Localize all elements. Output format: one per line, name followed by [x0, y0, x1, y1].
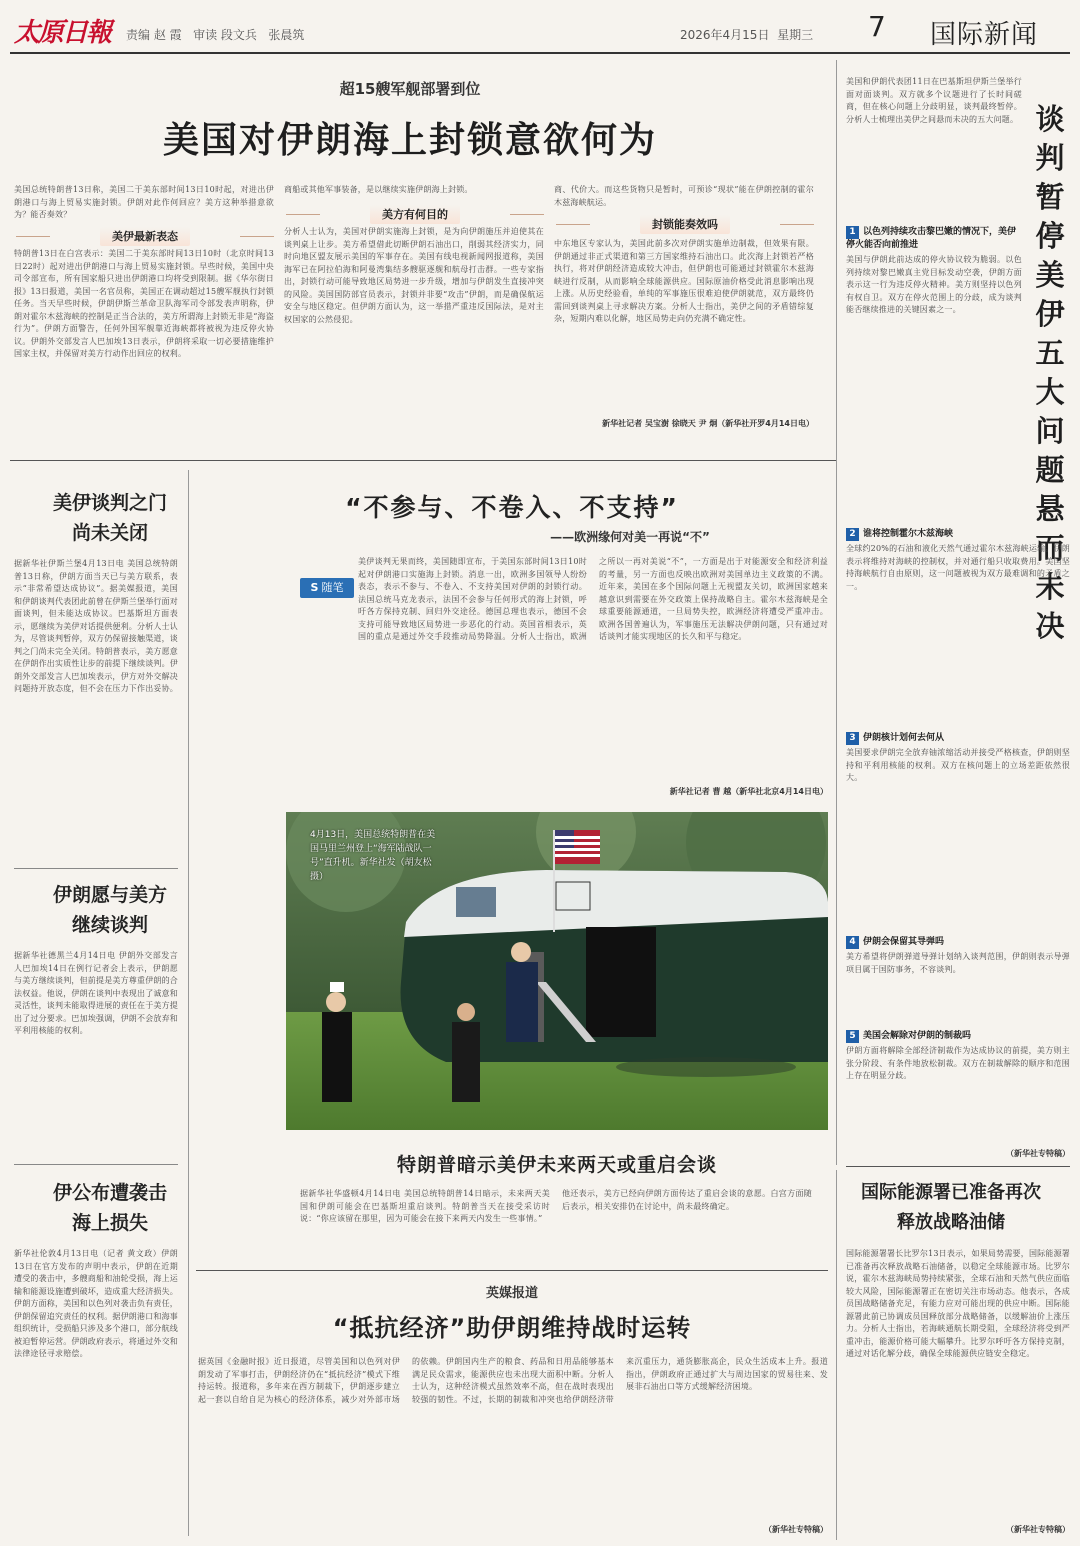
newspaper-logo: 太原日報	[14, 18, 111, 48]
commentary-body: 美伊谈判无果而终，美国随即宣布，于美国东部时间13日10时起对伊朗港口实施海上封锁。消息一出，欧洲多国领导人纷纷表态，表示不参与、不卷入、不支持美国对伊朗的封锁行动。法国总统马克龙表示，法国不会参与任何形式的海上封锁，呼吁各方保持克制、回归外交途径。德国总理也表示，德国不会支持可能导致地区局势进一步恶化的行动。英国首相表示，英国的重点是通过外交手段推动局势降温。分析人士指出，欧洲之所以一再对美说“不”，一方面是出于对能源安全和经济利益的考量，另一方面也反映出欧洲对美国单边主义政策的不满。近年来，美国在多个国际问题上无视盟友关切，欧洲国家越来越意识到需要在外交政策上保持战略自主。霍尔木兹海峡是全球重要能源通道，一旦局势失控，欧洲经济将遭受严重冲击。欧洲各国普遍认为，军事施压无法解决伊朗问题，只有通过对话谈判才能实现地区的长久和平与稳定。	[358, 557, 828, 641]
photo-story-headline: 特朗普暗示美伊未来两天或重启会谈	[396, 1154, 717, 1176]
issue-3	[846, 728, 1070, 941]
issue-3-body: 美国要求伊朗完全放弃铀浓缩活动并接受严格核查，伊朗则坚持和平利用核能的权利。双方在核问题上的立场差距依然很大。	[846, 748, 1070, 782]
page-number: 7	[868, 10, 886, 43]
issue-4-body: 美方希望将伊朗弹道导弹计划纳入谈判范围，伊朗则表示导弹项目属于国防事务，不容谈判。	[846, 952, 1070, 974]
editor-line: 责编 赵 霞 审读 段文兵 张晨筑	[126, 28, 305, 42]
subhead-2-text: 美方有何目的	[370, 205, 460, 224]
lead-subhead-1	[60, 228, 230, 244]
left-story-1-headline: 美伊谈判之门尚未关闭	[52, 492, 167, 544]
lead-col3-top: 商、代价大。而这些货物只是暂时，可预诊“现状”能在伊朗控制的霍尔木兹海峡航运。	[554, 185, 814, 207]
bottom-kicker: 英媒报道	[485, 1286, 538, 1301]
issue-4	[846, 932, 1070, 1029]
lead-bottom-rule	[10, 460, 836, 461]
lead-signature: 新华社记者 吴宝澍 徐晓天 尹 炯（新华社开罗4月14日电）	[602, 419, 814, 428]
commentary-badge-icon: S	[310, 581, 319, 594]
lead-kicker: 超15艘军舰部署到位	[339, 80, 481, 98]
news-photo	[286, 812, 828, 1130]
issue-2	[846, 524, 1070, 731]
sidebar-divider	[836, 60, 837, 1165]
left-rule-2	[14, 1164, 178, 1165]
lead-subhead-2	[330, 206, 500, 222]
issue-4-number: 4	[846, 936, 859, 949]
commentary-signature: 新华社记者 曹 越（新华社北京4月14日电）	[669, 787, 828, 796]
lead-col2-body: 分析人士认为，美国对伊朗实施海上封锁，是为向伊朗施压并迫使其在谈判桌上让步。美方希望借此切断伊朗石油出口，削弱其经济实力，同时向地区盟友展示美国的军事存在。美国有线电视新闻网报道称，美国海军已在阿拉伯海和阿曼湾集结多艘驱逐舰和航母打击群。一些专家指出，封锁行动可能导致地区局势进一步升级，增加与伊朗发生直接冲突的风险。美国国防部官员表示，封锁并非要“攻击”伊朗，而是确保航运安全与地区稳定。但伊朗方面认为，这一举措严重违反国际法，是对主权国家的公然侵犯。	[284, 227, 544, 324]
lead-col2-top: 商船或其他军事装备，是以继续实施伊朗海上封锁。	[284, 185, 473, 194]
sidebar-signature: （新华社专特稿）	[1006, 1149, 1070, 1158]
bottom-body: 据英国《金融时报》近日报道，尽管美国和以色列对伊朗发动了军事打击，伊朗经济仍在“抵抗经济”模式下维持运转。报道称，多年来在西方制裁下，伊朗逐步建立起一套以自给自足为核心的经济体系，减少对外部市场的依赖。伊朗国内生产的粮食、药品和日用品能够基本满足民众需求，能源供应也未出现大面积中断。分析人士认为，这种经济模式虽然效率不高，但在战时表现出较强的韧性。不过，长期的制裁和冲突也给伊朗经济带来沉重压力，通货膨胀高企，民众生活成本上升。报道指出，伊朗政府正通过扩大与周边国家的贸易往来、发展非石油出口等方式缓解经济困境。	[198, 1357, 828, 1404]
issue-5-number: 5	[846, 1030, 859, 1043]
issue-2-number: 2	[846, 528, 859, 541]
issue-2-body: 全球约20%的石油和液化天然气通过霍尔木兹海峡运输。伊朗表示将维持对海峡的控制权，并对通行船只收取费用。美国坚持海峡航行自由原则，这一问题被视为双方最难调和的矛盾之一。	[846, 544, 1070, 591]
lead-col1-intro: 美国总统特朗普13日称，美国二于美东部时间13日10时起，对进出伊朗港口与海上贸易实施封锁。伊朗对此作何回应？美方这种举措意欲为？能否奏效？	[14, 185, 274, 219]
issue-5-body: 伊朗方面将解除全部经济制裁作为达成协议的前提，美方则主张分阶段、有条件地放松制裁。双方在制裁解除的顺序和范围上存在明显分歧。	[846, 1046, 1070, 1080]
subhead-3-text: 封锁能奏效吗	[640, 215, 730, 234]
energy-headline: 国际能源署已准备再次释放战略油储	[861, 1182, 1041, 1233]
lead-headline: 美国对伊朗海上封锁意欲何为	[162, 120, 657, 161]
commentary-badge-text: 随笔	[321, 581, 344, 594]
issue-3-number: 3	[846, 732, 859, 745]
subhead-1-text: 美伊最新表态	[100, 227, 190, 246]
issue-date: 2026年4月15日 星期三	[680, 28, 814, 42]
bottom-signature: （新华社专特稿）	[764, 1525, 828, 1534]
energy-signature: （新华社专特稿）	[1006, 1525, 1070, 1534]
sidebar-items	[846, 222, 1022, 504]
photo-story-body-1: 据新华社华盛顿4月14日电 美国总统特朗普14日暗示，未来两天美国和伊朗可能会在巴基斯坦重启谈判。特朗普当天在接受采访时说：“你应该留在那里，因为可能会在接下来两天内发生一些事情。”	[300, 1189, 550, 1223]
left-rule-1	[14, 868, 178, 869]
commentary-badge	[300, 578, 354, 598]
issue-5-heading: 美国会解除对伊朗的制裁吗	[863, 1031, 972, 1041]
sidebar-bottom-rule	[846, 1166, 1070, 1167]
lead-subhead-3	[600, 216, 770, 232]
issue-1-body: 美国与伊朗此前达成的停火协议较为脆弱。以色列持续对黎巴嫩真主党目标发动空袭，伊朗方面表示这一行为违反停火精神。美方则坚持以色列有权自卫。双方在停火范围上的分歧，成为谈判能否继续推进的关键因素之一。	[846, 255, 1022, 314]
issue-1-number: 1	[846, 226, 859, 239]
left-story-1-body: 据新华社伊斯兰堡4月13日电 美国总统特朗普13日称，伊朗方面当天已与美方联系，表示“非常希望达成协议”。据美媒报道，美国和伊朗谈判代表团此前曾在伊斯兰堡举行面对面谈判，但未能达成协议。巴基斯坦方面表示，愿继续为美伊对话提供便利。分析人士认为，尽管谈判暂停，双方仍保留接触渠道，谈判之门尚未完全关闭。特朗普表示，美方愿意在伊朗作出实质性让步的前提下继续谈判。伊朗外交部发言人巴加埃表示，伊方对外交解决问题持开放态度，但不会在压力下作出妥协。	[14, 559, 178, 693]
commentary-headline: “不参与、不卷入、不支持”	[345, 493, 679, 522]
energy-body: 国际能源署署长比罗尔13日表示，如果局势需要，国际能源署已准备再次释放战略石油储备，以稳定全球能源市场。比罗尔说，霍尔木兹海峡局势持续紧张，全球石油和天然气供应面临较大风险，国际能源署正在密切关注市场动态。他表示，各成员国战略储备充足，有能力应对可能出现的供应中断。国际能源署此前已协调成员国释放部分战略储备，以缓解油价上涨压力。分析人士指出，若海峡通航长期受阻，全球经济将受到严重冲击，能源价格可能大幅攀升。比罗尔呼吁各方保持克制，通过对话化解分歧，确保全球能源供应链安全稳定。	[846, 1249, 1070, 1358]
section-title: 国际新闻	[930, 20, 1039, 50]
issue-1-heading: 以色列持续攻击黎巴嫩的情况下，美伊停火能否向前推进	[846, 227, 1017, 250]
commentary-subtitle: ——欧洲缘何对美一再说“不”	[550, 530, 710, 544]
center-bottom-rule	[196, 1270, 828, 1271]
sidebar-headline: 谈判暂停 美伊五大问题悬而未决	[1035, 102, 1065, 643]
issue-2-heading: 谁将控制霍尔木兹海峡	[863, 529, 954, 539]
left-story-2-body: 据新华社德黑兰4月14日电 伊朗外交部发言人巴加埃14日在例行记者会上表示，伊朗愿与美方继续谈判，但前提是美方尊重伊朗的合法权益。他说，伊朗在谈判中表现出了诚意和灵活性，谈判未能取得进展的责任在于美方提出了过分要求。巴加埃强调，伊朗不会放弃和平利用核能的权利。	[14, 951, 178, 1035]
lead-col3-body: 中东地区专家认为，美国此前多次对伊朗实施单边制裁，但效果有限。伊朗通过非正式渠道和第三方国家维持石油出口。此次海上封锁若严格执行，将对伊朗经济造成较大冲击，但伊朗也可能通过封锁霍尔木兹海峡进行反制，从而影响全球能源供应。国际原油价格受此消息影响出现上涨。从历史经验看，单纯的军事施压很难迫使伊朗就范，双方最终仍需回到谈判桌上寻求解决方案。分析人士指出，美伊之间的矛盾错综复杂，短期内难以化解，地区局势走向仍充满不确定性。	[554, 239, 814, 323]
left-story-3-headline: 伊公布遭袭击海上损失	[52, 1182, 167, 1234]
left-story-3-body: 新华社伦敦4月13日电（记者 黄文政）伊朗13日在官方发布的声明中表示，伊朗在近期遭受的袭击中，多艘商船和油轮受损，海上运输和能源设施遭到破坏，造成重大经济损失。伊朗方面称，美国和以色列对袭击负有责任，伊朗保留追究责任的权利。据伊朗港口和海事组织统计，受损船只涉及多个港口，部分航线被迫暂停运营。伊朗政府表示，将通过外交和法律途径寻求赔偿。	[14, 1249, 178, 1358]
issue-1	[846, 226, 1022, 504]
left-story-2-headline: 伊朗愿与美方继续谈判	[52, 884, 167, 936]
issue-5	[846, 1026, 1070, 1155]
masthead-rule	[10, 52, 1070, 54]
photo-caption: 4月13日，美国总统特朗普在美国马里兰州登上“海军陆战队一号”直升机。新华社发（胡友松 摄）	[310, 830, 436, 882]
bottom-headline: “抵抗经济”助伊朗维持战时运转	[332, 1314, 692, 1342]
masthead	[0, 0, 1080, 56]
lead-col1-body: 特朗普13日在白宫表示：美国二于美东部时间13日10时（北京时间13日22时）起对进出伊朗港口与海上贸易实施封锁。早些时候，美国中央司令部宣布，所有国家船只进出伊朗港口均将受到限制。据《华尔街日报》13日报道，美国一名官员称，美国正在调动超过15艘军舰执行封锁任务。当天早些时候，伊朗伊斯兰革命卫队海军司令部发表声明称，伊朗对霍尔木兹海峡的控制是正当合法的，美方所谓海上封锁无非是“海盗行为”。伊朗方面警告，任何外国军舰靠近海峡都将被视为违反停火协议。伊朗外交部发言人巴加埃13日表示，伊朗将采取一切必要措施维护国家主权，并保留对美方行动作出回应的权利。	[14, 249, 274, 358]
left-column-divider	[188, 470, 189, 1536]
issue-3-heading: 伊朗核计划何去何从	[863, 733, 945, 743]
photo-story-body-2: 他还表示，美方已经向伊朗方面传达了重启会谈的意愿。白宫方面随后表示，相关安排仍在讨论中，尚未最终确定。	[562, 1189, 812, 1211]
energy-divider	[836, 1170, 837, 1540]
sidebar-intro: 美国和伊朗代表团11日在巴基斯坦伊斯兰堡举行面对面谈判。双方就多个议题进行了长时间磋商，但在核心问题上分歧明显，谈判最终暂停。分析人士梳理出美伊之间悬而未决的五大问题。	[846, 77, 1022, 124]
issue-4-heading: 伊朗会保留其导弹吗	[863, 937, 945, 947]
